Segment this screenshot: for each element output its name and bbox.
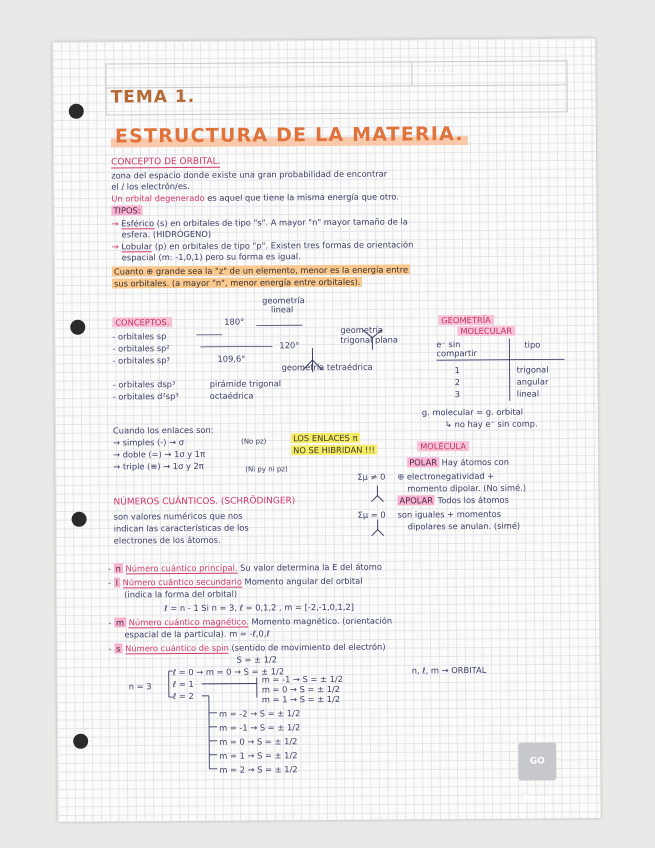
binder-hole	[69, 104, 84, 119]
quantum-n-label: Número cuántico principal.	[125, 562, 238, 574]
binder-hole	[72, 512, 87, 527]
table-row-n: 2	[454, 377, 460, 388]
energy-note-line2: sus orbitales. (a mayor "n", menor energía entre orbitales).	[113, 276, 361, 289]
single-bond-note: (No pz)	[241, 437, 267, 446]
sp3-row: - orbitales sp³	[112, 355, 170, 366]
polar-text: Hay átomos con	[441, 456, 510, 468]
molecular-heading: MOLECULAR	[457, 326, 515, 336]
polar-tag: POLAR	[409, 457, 438, 468]
quantum-desc2: indican las características de los	[113, 522, 249, 534]
tree-l2-item: m = -1 → S = ± 1/2	[219, 722, 301, 733]
apolar-tag: APOLAR	[399, 495, 433, 506]
pi-bonds-highlight2: NO SE HIBRIDAN !!!	[293, 444, 376, 456]
quantum-s-label: Número cuántico de spin	[125, 642, 229, 654]
logo: GO Bazar	[518, 742, 556, 780]
tree-l2-item: m = -2 → S = ± 1/2	[218, 708, 301, 719]
binder-hole	[73, 734, 88, 749]
linear-geometry-label: geometría lineal	[262, 295, 305, 315]
quantum-m-label: Número cuántico magnético.	[128, 616, 249, 628]
type-spherical: Esférico	[121, 218, 155, 229]
table-row-type: trigonal	[516, 364, 549, 375]
conceptos-heading: CONCEPTOS.	[112, 317, 172, 327]
table-row-n: 3	[454, 389, 461, 400]
angle-109: 109,6°	[217, 353, 246, 364]
d2sp3-row: - orbitales d²sp³	[112, 391, 179, 402]
type-lobular-desc: (p) en orbitales de tipo "p". Existen tres formas de orientación	[154, 239, 414, 252]
bullet-arrow: →	[111, 218, 122, 229]
molecular-note1: g. molecular = g. orbital	[421, 406, 524, 418]
topic-number: TEMA 1.	[110, 86, 196, 108]
table-row-n: 1	[454, 365, 460, 376]
tree-lines	[157, 666, 268, 777]
orbital-heading: CONCEPTO DE ORBITAL.	[111, 156, 221, 168]
triple-bond-note: (Ni py ni pz)	[245, 465, 288, 474]
double-bond: → doble (=) → 1σ y 1π	[113, 448, 206, 460]
quantum-l-mark: l	[115, 577, 119, 588]
bonds-intro: Cuando los enlaces son:	[112, 424, 214, 436]
tree-l2: ℓ = 2	[172, 690, 194, 702]
tipos-tag: TIPOS:	[113, 205, 141, 216]
angle-120: 120°	[279, 340, 300, 351]
bullet-arrow: →	[111, 241, 122, 252]
energy-note-line1: Cuanto ⊕ grande sea la "z" de un elemento, menor es la energía entre	[113, 264, 409, 277]
triple-bond: → triple (≡) → 1σ y 2π	[113, 460, 204, 472]
pi-bonds-highlight1: LOS ENLACES π	[293, 432, 358, 444]
dsp3-row: - orbitales dsp³	[112, 379, 176, 390]
type-lobular: Lobular	[121, 241, 153, 252]
page-title: ESTRUCTURA DE LA MATERIA.	[111, 123, 468, 147]
apolar-line3: dipolares se anulan. (simé)	[407, 520, 521, 532]
tree-l2-item: m = 2 → S = ± 1/2	[219, 764, 298, 775]
quantum-s-text: (sentido de movimiento del electrón)	[231, 641, 386, 653]
quantum-l-example: ℓ = n - 1 Si n = 3, ℓ = 0,1,2 , m = [-2,-1,0,1,2]	[164, 601, 355, 614]
quantum-summary: n, ℓ, m → ORBITAL	[411, 664, 487, 676]
quantum-l-sub: (indica la forma del orbital)	[124, 588, 238, 600]
quantum-n-mark: n	[115, 563, 121, 574]
apolar-text: Todos los átomos	[437, 494, 509, 506]
polar-mu: Σμ ≠ 0	[357, 471, 386, 482]
table-col-type: tipo	[524, 339, 541, 350]
apolar-mu: Σμ = 0	[357, 509, 386, 520]
tree-l1-item: m = -1 → S = ± 1/2	[261, 673, 344, 685]
trigonal-pyramid-label: pirámide trigonal	[209, 378, 282, 389]
molecule-heading: MOLÉCULA	[417, 441, 469, 451]
quantum-n-text: Su valor determina la E del átomo	[240, 561, 382, 573]
tree-root: n = 3	[128, 681, 152, 692]
tree-l1: ℓ = 1	[172, 678, 194, 690]
quantum-m-text: Momento magnético. (orientación	[251, 615, 393, 627]
binder-hole	[70, 320, 85, 335]
quantum-s-mark: s	[116, 643, 121, 654]
table-row-type: lineal	[516, 388, 540, 399]
notebook-page: · · · · · · · TEMA 1. ESTRUCTURA DE LA MATERIA. CONCEPTO DE ORBITAL. zona del espacio donde existe una gran probabilidad de encontrar el / los electrón/es. Un orbital degenerado es aquel que tiene la misma energía que otro. TIPOS: → Esférico (s) en orbitales de tipo "s". A mayor "n" mayor tamaño de la esfera. (HIDRÓGENO) → Lobular (p) en orbitales de tipo "p". Existen tres formas de orientación espacial (m: -1,0,1) pero su forma es igual. Cuanto ⊕ grande sea la "z" de un elemento, menor es la energía entre sus orbitales. (a mayor "n", menor energía entre orbitales). CONCEPTOS. geometría lineal 180° - orbitales sp - orbitales sp² 120° geometría trigonal plana - orbitales sp³ 109,6° geometría tetraédrica - orbitales dsp³ pirámide trigonal - orbitales d²sp³ octaédrica GEOMETRÍA MOLECULAR e⁻ sin compartir tipo 1 trigonal 2 angular 3 lineal g. molecular = g. orbital ↳ no hay e⁻ sin comp. Cuando los enlaces son: → simples (-) → σ (No pz) → doble (=) → 1σ y 1π → triple (≡) → 1σ y 2π (Ni py ni pz) LOS ENLACES π NO SE HIBRIDAN !!! MOLÉCULA POLAR Hay átomos con Σμ ≠ 0 ⊕ electronegatividad + momento dipolar. (No simé.) APOLAR Todos los átomos Σμ = 0 son iguales + momentos dipolares se anulan. (simé) NÚMEROS CUÁNTICOS. (SCHRÖDINGER) son valores numéricos que nos indican las características de los electrones de los átomos. - n Número cuántico principal. Su valor determina la E del átomo - l Número cuántico secundario Momento angular del orbital (indica la forma del orbital) ℓ = n - 1 Si n = 3, ℓ = 0,1,2 , m = [-2,-1,0,1,2] - m Número cuántico magnético. Momento magnético. (orientación espacial de la partícula). m = -ℓ,0,ℓ - s Número cuántico de spin (sentido de movimiento del electrón) S = ± 1/2 n, ℓ, m → ORBITAL n = 3 ℓ = 0 → m = 0 → S = ± 1/2 ℓ = 1 ℓ = 2 m = -1 → S = ± 1/2 m = 0 → S = ± 1/2 m = 1 → S = ± 1/2 m = -2 → S = ± 1/2 m = -1 → S = ± 1/2 m = 0 → S = ± 1/2 m = 1 → S = ± 1/2 m = 2 → S = ± 1/2 GO Bazar	[52, 38, 600, 822]
octahedral-label: octaédrica	[209, 390, 254, 401]
sp-row: - orbitales sp	[112, 331, 167, 342]
degenerate-label: Un orbital degenerado	[111, 192, 205, 204]
tree-l2-item: m = 0 → S = ± 1/2	[219, 736, 298, 747]
tree-l1-item: m = 0 → S = ± 1/2	[261, 683, 341, 695]
quantum-l-label: Número cuántico secundario	[122, 576, 242, 588]
geometry-heading: GEOMETRÍA	[438, 315, 494, 325]
quantum-s-value: S = ± 1/2	[236, 654, 278, 665]
type-spherical-desc: (s) en orbitales de tipo "s". A mayor "n" mayor tamaño de la	[156, 216, 408, 229]
quantum-desc3: electrones de los átomos.	[113, 534, 221, 546]
trigonal-label: geometría trigonal plana	[340, 324, 399, 345]
type-lobular-desc2: espacial (m: -1,0,1) pero su forma es igual.	[121, 251, 301, 263]
hybrid-geometry-sketches	[194, 309, 405, 390]
dipole-sketches	[365, 480, 395, 540]
tree-l1-item: m = 1 → S = ± 1/2	[261, 693, 341, 705]
table-row-type: angular	[516, 376, 549, 387]
tetrahedral-label: geometría tetraédrica	[281, 361, 373, 373]
faint-header-text: · · · · · · ·	[424, 67, 454, 76]
orbital-def-line2: el / los electrón/es.	[111, 180, 190, 192]
tree-l0: ℓ = 0 → m = 0 → S = ± 1/2	[172, 666, 285, 678]
type-spherical-desc2: esfera. (HIDRÓGENO)	[121, 228, 212, 240]
molecular-note2: ↳ no hay e⁻ sin comp.	[444, 418, 538, 430]
degenerate-text: es aquel que tiene la misma energía que otro.	[207, 191, 399, 203]
quantum-m-sub: espacial de la partícula). m = -ℓ,0,ℓ	[124, 628, 270, 640]
quantum-m-mark: m	[115, 617, 125, 628]
tree-l2-item: m = 1 → S = ± 1/2	[219, 750, 298, 761]
polar-line2: ⊕ electronegatividad +	[397, 470, 495, 482]
single-bond: → simples (-) → σ	[113, 436, 185, 448]
angle-180: 180°	[224, 316, 245, 327]
quantum-desc1: son valores numéricos que nos	[113, 510, 243, 522]
sp2-row: - orbitales sp²	[112, 343, 170, 354]
quantum-l-text: Momento angular del orbital	[244, 575, 363, 587]
table-col-unshared: e⁻ sin compartir	[436, 339, 477, 359]
quantum-heading: NÚMEROS CUÁNTICOS. (SCHRÖDINGER)	[113, 496, 296, 508]
polar-line3: momento dipolar. (No simé.)	[407, 482, 527, 494]
orbital-def-line1: zona del espacio donde existe una gran probabilidad de encontrar	[111, 168, 388, 181]
apolar-line2: son iguales + momentos	[397, 508, 502, 520]
